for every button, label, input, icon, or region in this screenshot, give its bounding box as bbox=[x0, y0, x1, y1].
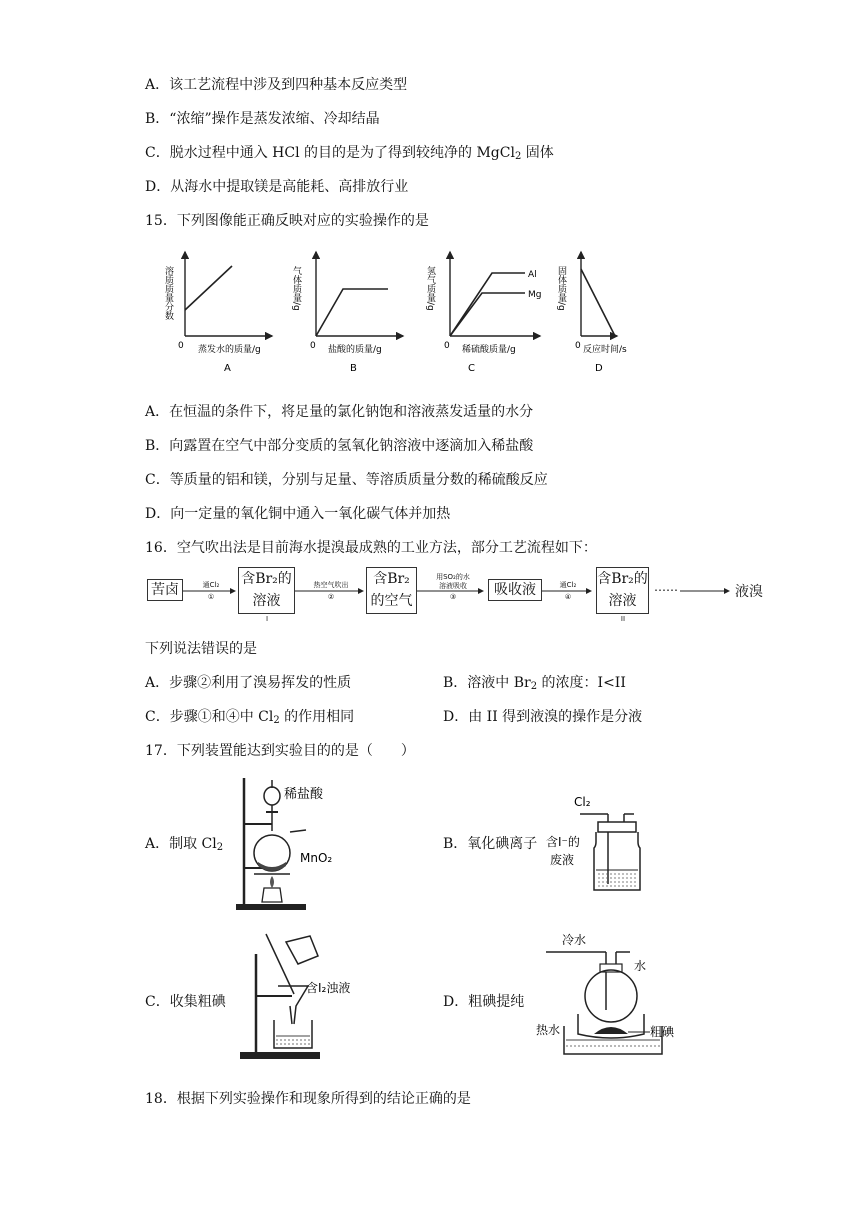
graph-c-ylabel: 氢气质量/g bbox=[425, 266, 435, 311]
flow-arrow4-num: ④ bbox=[564, 593, 572, 601]
flow-start-kulu: 苦卤 bbox=[147, 579, 183, 601]
flow-box-br2-air: 含Br₂的空气 bbox=[366, 567, 417, 614]
graph-c-series-mg: Mg bbox=[528, 290, 542, 300]
flow-arrow1-num: ① bbox=[207, 593, 215, 601]
flow-arrow2-num: ② bbox=[327, 593, 335, 601]
apparatus-a-label-acid: 稀盐酸 bbox=[284, 787, 324, 802]
q15-option-a: A．在恒温的条件下，将足量的氯化钠饱和溶液蒸发适量的水分 bbox=[145, 404, 534, 420]
graph-d bbox=[556, 252, 627, 374]
graph-b bbox=[291, 252, 403, 374]
apparatus-c-label-turbid: 含I₂浊液 bbox=[306, 981, 351, 995]
apparatus-c-filtration bbox=[236, 934, 366, 1064]
flow-end-liquid-bromine: 液溴 bbox=[735, 584, 763, 600]
graph-d-letter: D bbox=[595, 363, 603, 374]
flow-arrow3-label: 用SO₂的水 bbox=[436, 573, 470, 581]
q17-stem: 17．下列装置能达到实验目的的是（ ） bbox=[145, 743, 415, 759]
flow-arrow1-label: 通Cl₂ bbox=[202, 581, 220, 589]
graph-c-letter: C bbox=[468, 363, 475, 374]
q15-option-d: D．向一定量的氧化铜中通入一氧化碳气体并加热 bbox=[145, 506, 451, 522]
apparatus-b-label-cl2: Cl₂ bbox=[574, 795, 591, 809]
graph-b-ylabel: 气体质量/g bbox=[291, 266, 301, 311]
q15-option-c: C．等质量的铝和镁，分别与足量、等溶质质量分数的稀硫酸反应 bbox=[145, 472, 548, 488]
apparatus-b-label-waste2: 废液 bbox=[550, 853, 575, 867]
q17-option-c: C．收集粗碘 bbox=[145, 994, 226, 1010]
graph-c bbox=[425, 252, 541, 374]
flow-mark-i: I bbox=[265, 615, 269, 623]
apparatus-a-cl2-generator bbox=[236, 776, 346, 914]
q17-option-b: B．氧化碘离子 bbox=[443, 836, 538, 852]
graph-d-ylabel: 固体质量/g bbox=[556, 266, 566, 311]
graph-a bbox=[163, 252, 272, 374]
apparatus-d-sublimation bbox=[536, 930, 696, 1064]
flow-box-br2-solution-2: 含Br₂的溶液 bbox=[596, 567, 649, 614]
flow-arrow2-label: 热空气吹出 bbox=[313, 581, 349, 589]
q16-flowchart bbox=[145, 566, 775, 626]
flow-box-absorb: 吸收液 bbox=[488, 579, 542, 601]
q14-option-d: D．从海水中提取镁是高能耗、高排放行业 bbox=[145, 179, 409, 195]
graph-c-series-al: Al bbox=[528, 270, 537, 280]
graph-a-letter: A bbox=[224, 363, 231, 374]
q15-graphs bbox=[160, 244, 627, 378]
flow-dots: …… bbox=[654, 580, 678, 594]
apparatus-b-label-waste1: 含I⁻的 bbox=[546, 835, 580, 849]
q16-option-d: D．由 II 得到液溴的操作是分液 bbox=[443, 709, 643, 725]
q15-stem: 15．下列图像能正确反映对应的实验操作的是 bbox=[145, 213, 429, 229]
graph-b-xlabel: 盐酸的质量/g bbox=[328, 345, 382, 355]
apparatus-b-washing-bottle bbox=[536, 790, 646, 896]
q17-option-d: D．粗碘提纯 bbox=[443, 994, 525, 1010]
q14-option-a: A．该工艺流程中涉及到四种基本反应类型 bbox=[145, 77, 408, 93]
q17-option-a: A．制取 $Cl_2$ bbox=[145, 836, 224, 853]
q16-stem: 16．空气吹出法是目前海水提溴最成熟的工业方法，部分工艺流程如下： bbox=[145, 540, 597, 556]
graph-a-origin: 0 bbox=[178, 341, 184, 351]
apparatus-d-label-water: 水 bbox=[634, 959, 647, 973]
graph-b-origin: 0 bbox=[310, 341, 316, 351]
apparatus-a-label-mno2: MnO₂ bbox=[300, 851, 333, 865]
graph-c-origin: 0 bbox=[444, 341, 450, 351]
flow-box-br2-solution-1: 含Br₂的溶液 bbox=[238, 567, 295, 614]
q14-option-c: C．脱水过程中通入 HCl 的目的是为了得到较纯净的 MgCl$_2$ 固体 bbox=[145, 145, 554, 162]
apparatus-d-label-cold: 冷水 bbox=[562, 933, 587, 947]
q16-option-b: B．溶液中 $Br_2$ 的浓度：I<II bbox=[443, 675, 626, 692]
flow-mark-ii: II bbox=[620, 615, 626, 623]
q15-option-b: B．向露置在空气中部分变质的氢氧化钠溶液中逐滴加入稀盐酸 bbox=[145, 438, 534, 454]
graph-b-letter: B bbox=[350, 363, 357, 374]
flow-arrow3-label2: 溶液吸收 bbox=[439, 582, 467, 590]
graph-a-xlabel: 蒸发水的质量/g bbox=[198, 345, 261, 355]
graph-d-origin: 0 bbox=[575, 341, 581, 351]
q16-option-a: A．步骤②利用了溴易挥发的性质 bbox=[145, 675, 352, 691]
q14-option-b: B．“浓缩”操作是蒸发浓缩、冷却结晶 bbox=[145, 111, 380, 127]
flow-arrow4-label: 通Cl₂ bbox=[559, 581, 577, 589]
q16-option-c: C．步骤①和④中 $Cl_2$ 的作用相同 bbox=[145, 709, 355, 726]
graph-d-xlabel: 反应时间/s bbox=[583, 345, 627, 355]
flow-arrow3-num: ③ bbox=[449, 593, 457, 601]
q16-prompt: 下列说法错误的是 bbox=[145, 641, 257, 657]
graph-c-xlabel: 稀硫酸质量/g bbox=[462, 345, 516, 355]
apparatus-d-label-hot: 热水 bbox=[536, 1023, 561, 1037]
graph-a-ylabel: 溶质质量分数 bbox=[163, 266, 173, 320]
q18-stem: 18．根据下列实验操作和现象所得到的结论正确的是 bbox=[145, 1091, 471, 1107]
apparatus-d-label-crude: 粗碘 bbox=[650, 1025, 675, 1039]
